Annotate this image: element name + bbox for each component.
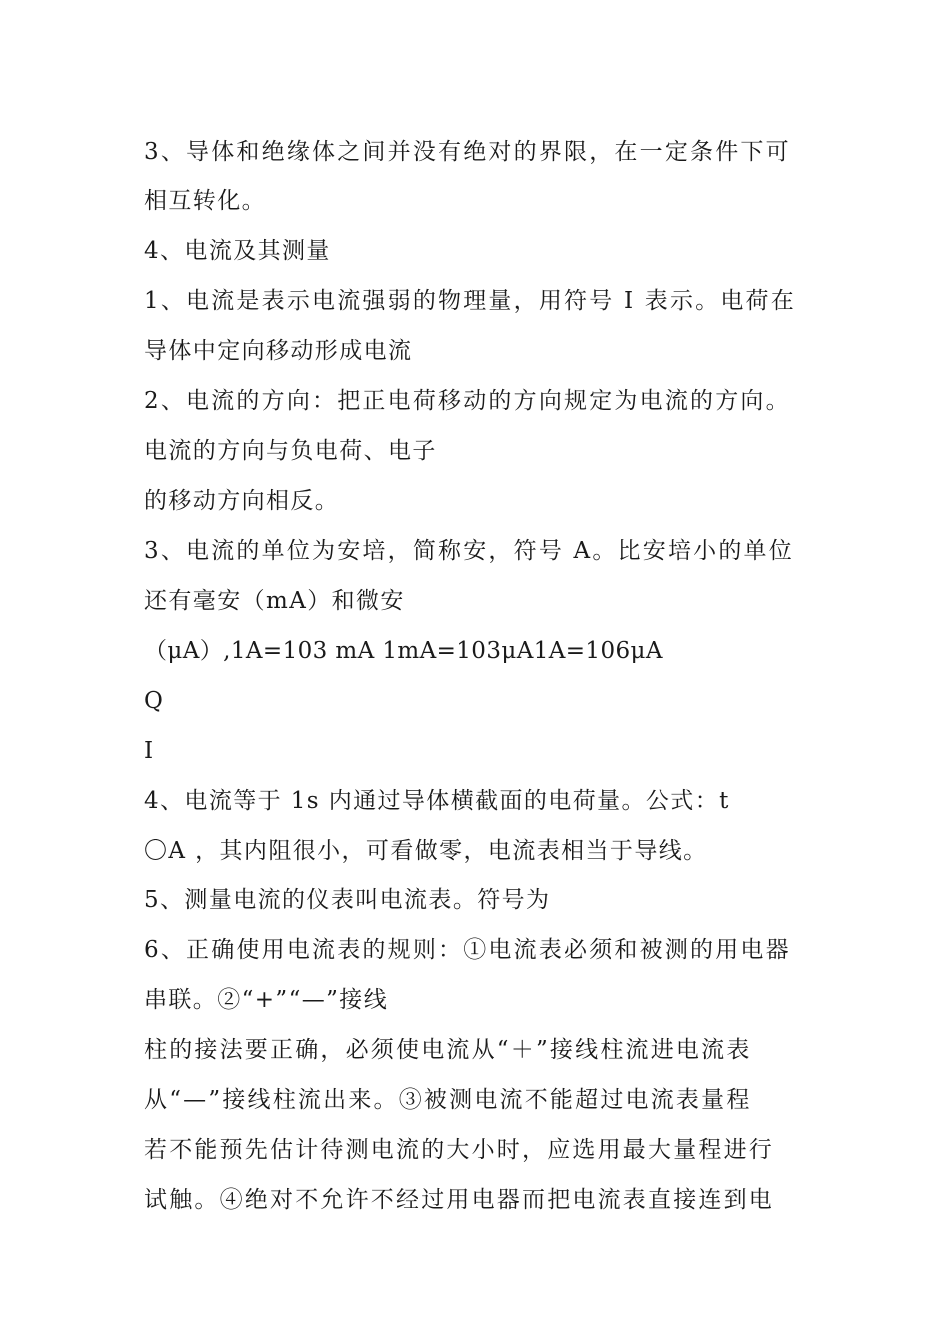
text-line: 3、电流的单位为安培，简称安，符号 A。比安培小的单位 [144,538,794,564]
text-line: 相互转化。 [144,188,266,214]
text-line: 从“—”接线柱流出来。③被测电流不能超过电流表量程 [144,1087,752,1113]
text-line: 2、电流的方向：把正电荷移动的方向规定为电流的方向。 [144,388,791,414]
text-line: 6、正确使用电流表的规则：①电流表必须和被测的用电器 [144,937,791,963]
text-line: 5、测量电流的仪表叫电流表。符号为 [144,887,551,913]
text-line: 电流的方向与负电荷、电子 [144,438,437,464]
formula-symbol: Q [144,688,164,714]
text-line: 柱的接法要正确，必须使电流从“＋”接线柱流进电流表 [144,1037,752,1063]
text-line: 试触。④绝对不允许不经过用电器而把电流表直接连到电 [144,1187,774,1213]
section-heading: 4、电流及其测量 [144,238,331,264]
text-line: 若不能预先估计待测电流的大小时，应选用最大量程进行 [144,1137,774,1163]
text-line: 3、导体和绝缘体之间并没有绝对的界限，在一定条件下可 [144,139,791,165]
formula-symbol: I [144,738,154,764]
text-line: 〇A ，其内阻很小，可看做零，电流表相当于导线。 [144,838,708,864]
text-line: 4、电流等于 1s 内通过导体横截面的电荷量。公式：t [144,788,730,814]
text-line: 1、电流是表示电流强弱的物理量，用符号 I 表示。电荷在 [144,288,796,314]
text-line: 导体中定向移动形成电流 [144,338,413,364]
text-line: 还有毫安（mA）和微安 [144,588,405,614]
text-line: 的移动方向相反。 [144,488,340,514]
text-line: 串联。②“+”“—”接线 [144,987,389,1013]
text-line: （μA）,1A=103 mA 1mA=103μA1A=106μA [144,638,663,664]
